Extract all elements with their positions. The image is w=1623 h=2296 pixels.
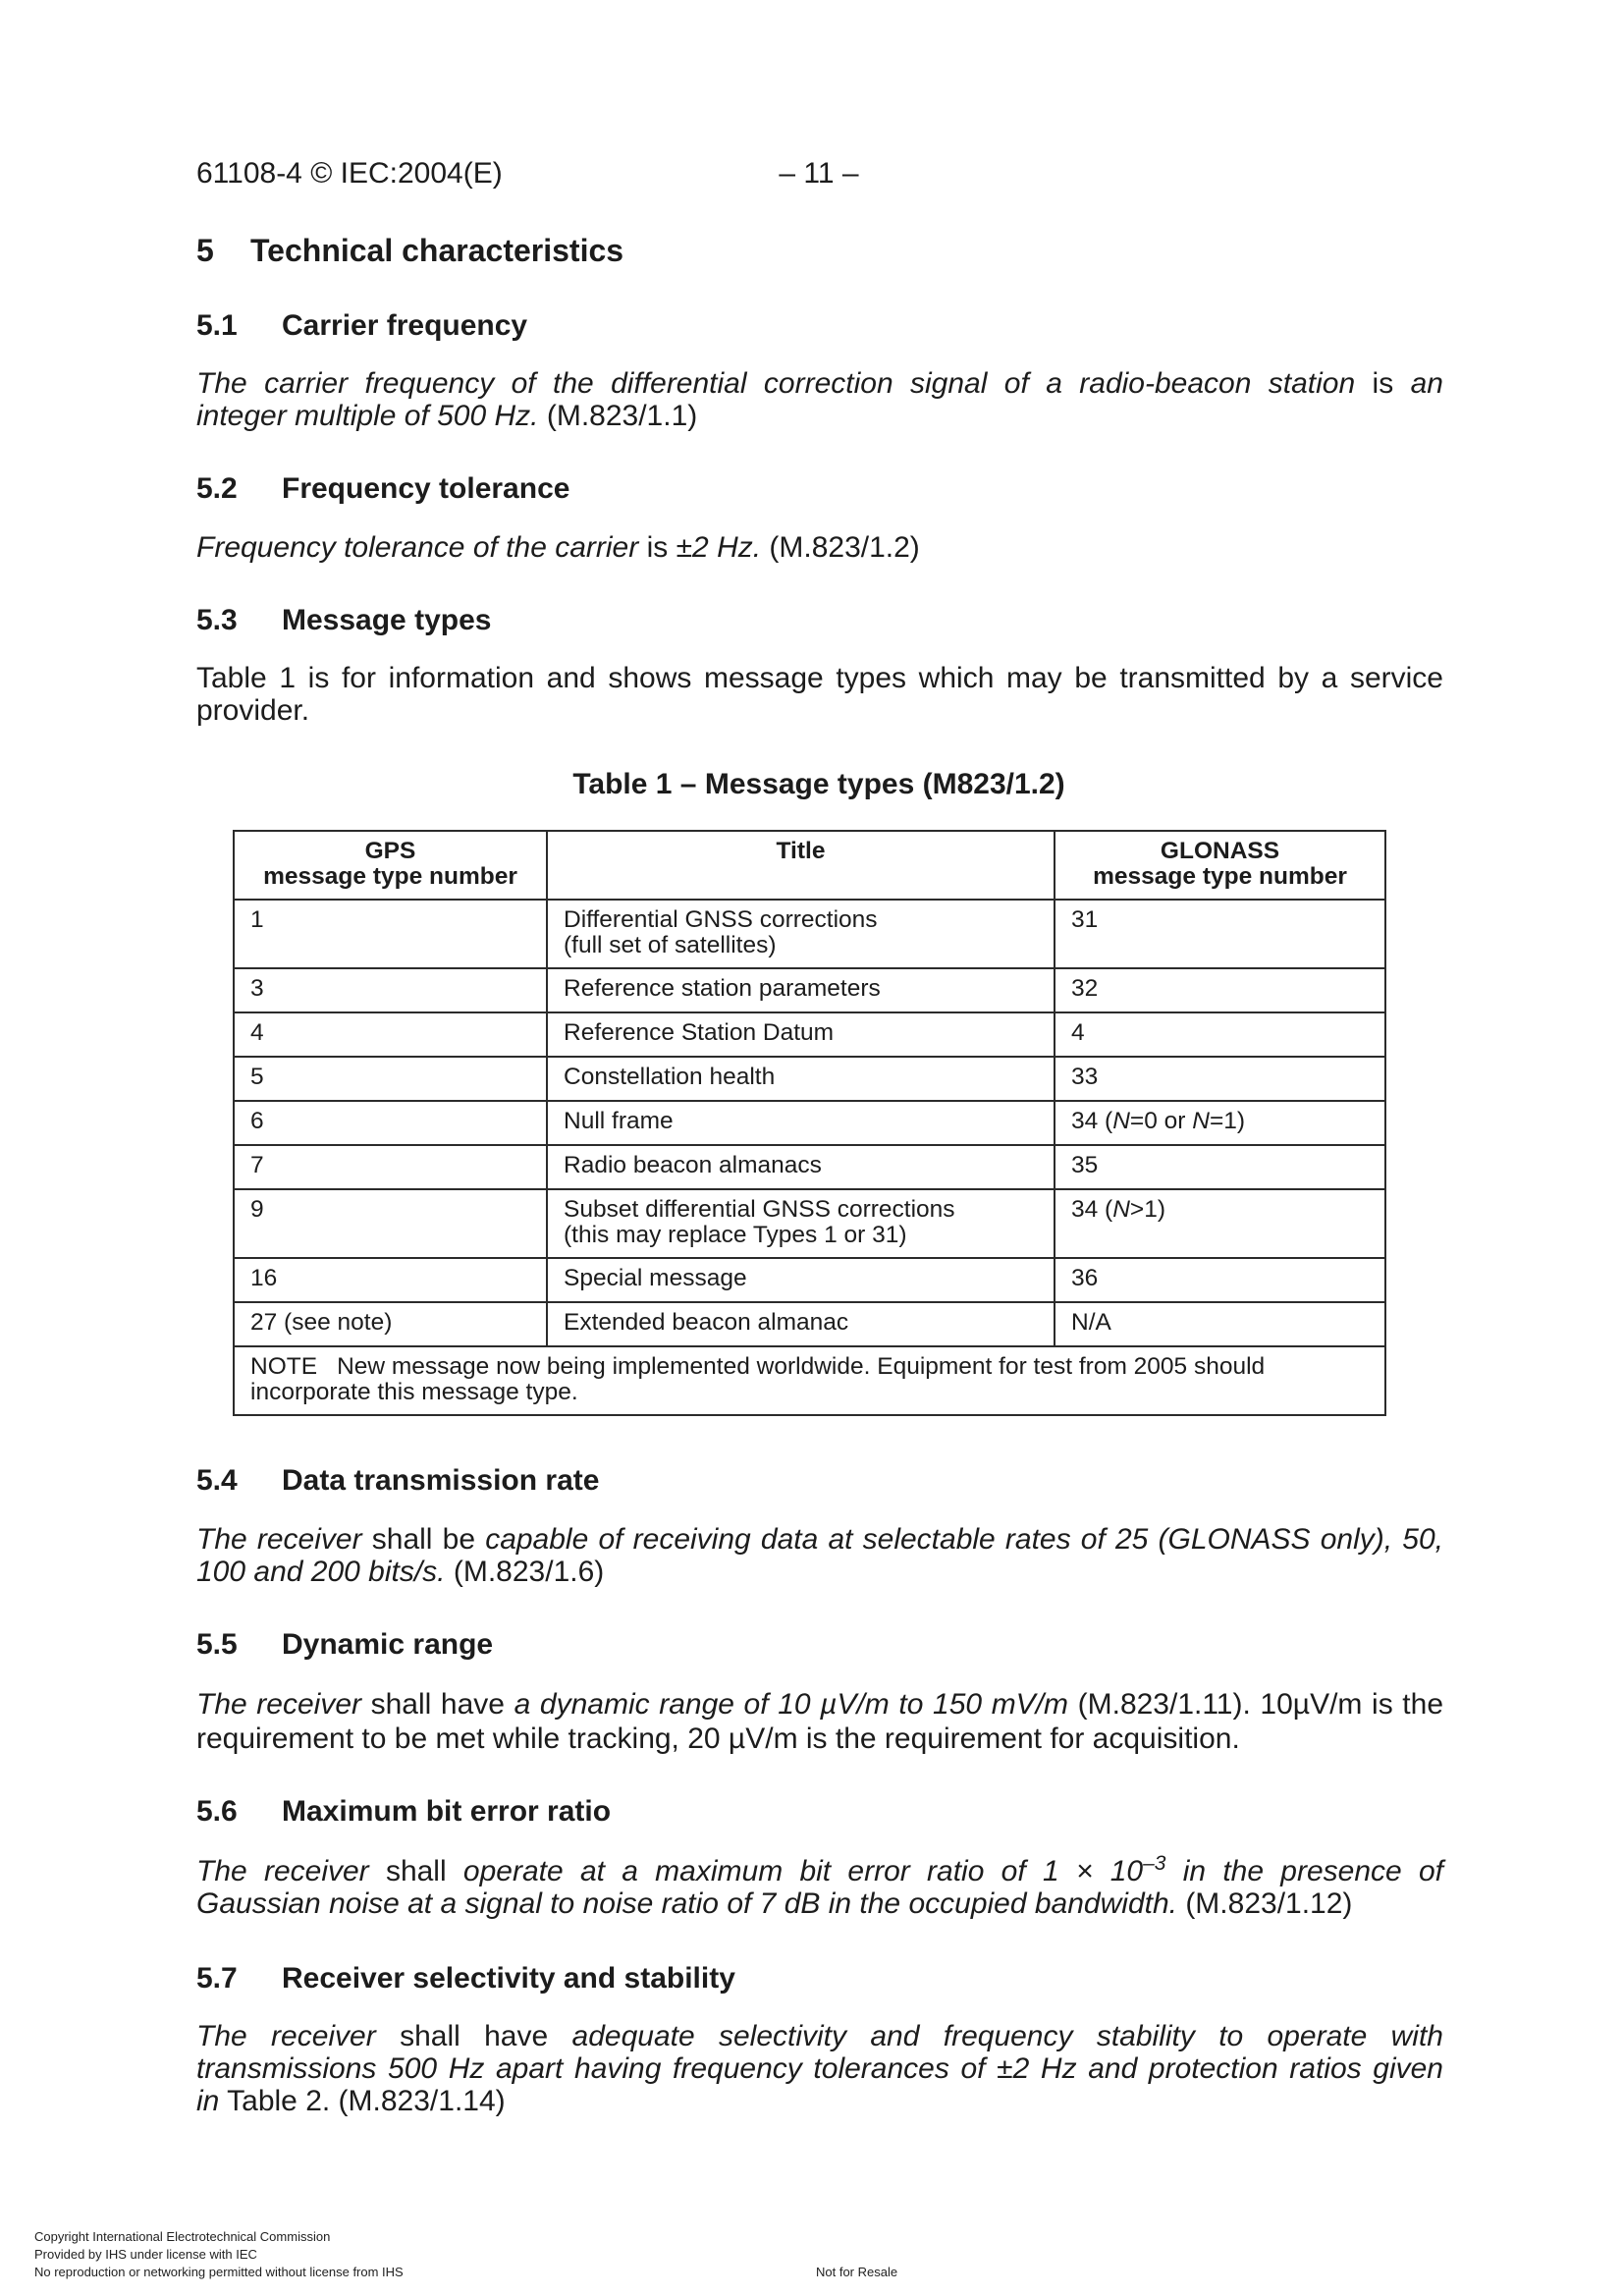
header-line: message type number	[1093, 863, 1347, 890]
paragraph-line	[196, 2020, 1443, 2052]
text-run: The receiver	[196, 1855, 369, 1887]
text-run: in	[196, 2085, 220, 2117]
gps-type-cell	[234, 968, 547, 1012]
footer-license-line: Provided by IHS under license with IEC	[34, 2247, 257, 2262]
section-5-5-paragraph	[196, 1687, 1443, 1756]
title-cell	[547, 1101, 1055, 1145]
glonass-column-header	[1055, 831, 1385, 900]
gps-type-number: 4	[250, 1019, 264, 1046]
section-number: 5.7	[196, 1962, 238, 1995]
message-title: Special message	[564, 1265, 747, 1291]
header-line: message type number	[263, 863, 517, 890]
header-line: GPS	[364, 838, 416, 864]
paragraph-line	[196, 1523, 1443, 1556]
section-5-7-heading	[0, 1962, 1623, 1995]
paragraph-line	[196, 531, 1443, 564]
section-5-heading	[0, 233, 1623, 268]
section-5-3-heading	[0, 604, 1623, 636]
text-run: Frequency tolerance of the carrier	[196, 531, 639, 564]
section-title: Carrier frequency	[282, 309, 528, 342]
title-cell	[547, 968, 1055, 1012]
gps-type-cell	[234, 1302, 547, 1346]
text-run: is	[1355, 367, 1411, 400]
text-run: shall be	[361, 1523, 486, 1556]
glonass-type-number: 35	[1071, 1152, 1099, 1178]
message-types-table	[233, 830, 1386, 1416]
paragraph-line	[196, 367, 1443, 400]
gps-type-number: 3	[250, 975, 264, 1002]
footer-reproduction-line: No reproduction or networking permitted without license from IHS	[34, 2265, 404, 2279]
glonass-type-cell	[1055, 1258, 1385, 1302]
exponent: –3	[1143, 1852, 1166, 1875]
section-number: 5.4	[196, 1464, 238, 1497]
text-run: (M.823/1.6)	[445, 1556, 605, 1588]
glonass-type-number: N/A	[1071, 1309, 1111, 1336]
gps-type-number: 7	[250, 1152, 264, 1178]
paragraph-line	[196, 1887, 1443, 1920]
paragraph-line	[196, 1722, 1443, 1756]
message-title: Subset differential GNSS corrections	[564, 1196, 955, 1223]
title-cell	[547, 1302, 1055, 1346]
section-5-5-heading	[0, 1628, 1623, 1661]
title-cell	[547, 1258, 1055, 1302]
title-column-header	[547, 831, 1055, 900]
footer-not-for-resale: Not for Resale	[816, 2265, 898, 2279]
footer-copyright-line: Copyright International Electrotechnical Commission	[34, 2229, 331, 2244]
section-number: 5.1	[196, 309, 238, 342]
title-cell	[547, 1189, 1055, 1258]
title-cell	[547, 900, 1055, 968]
section-5-6-heading	[0, 1795, 1623, 1828]
glonass-text-run: =1)	[1209, 1108, 1246, 1134]
glonass-text-run: N	[1192, 1108, 1210, 1134]
table-row	[234, 968, 1385, 1012]
section-title: Maximum bit error ratio	[282, 1795, 612, 1828]
table-row	[234, 1145, 1385, 1189]
glonass-type-cell	[1055, 1145, 1385, 1189]
gps-type-cell	[234, 1101, 547, 1145]
glonass-type-cell	[1055, 1101, 1385, 1145]
table-header-row	[234, 831, 1385, 900]
message-title: Constellation health	[564, 1064, 776, 1090]
section-5-2-paragraph	[196, 531, 1443, 564]
text-run: ±2 Hz.	[676, 531, 762, 564]
table-row	[234, 1012, 1385, 1057]
text-run: is	[638, 531, 676, 564]
gps-type-cell	[234, 1057, 547, 1101]
section-number: 5.3	[196, 604, 238, 636]
section-5-6-paragraph	[196, 1852, 1443, 1920]
note-label: NOTE	[250, 1353, 318, 1380]
section-number: 5	[196, 233, 214, 268]
message-title: (full set of satellites)	[564, 932, 777, 958]
text-run: 100 and 200 bits/s.	[196, 1556, 446, 1588]
title-cell	[547, 1057, 1055, 1101]
glonass-text-run: =0 or	[1129, 1108, 1193, 1134]
section-5-2-heading	[0, 472, 1623, 505]
text-run: integer multiple of 500 Hz.	[196, 400, 539, 432]
text-run: operate at a maximum bit error ratio of 1 × 10	[462, 1855, 1144, 1887]
header-line: GLONASS	[1160, 838, 1280, 864]
gps-type-number: 27 (see note)	[250, 1309, 393, 1336]
section-5-4-paragraph	[196, 1523, 1443, 1588]
paragraph-line	[196, 1852, 1443, 1887]
glonass-type-number: 32	[1071, 975, 1099, 1002]
section-5-1-paragraph	[196, 367, 1443, 432]
section-5-7-paragraph	[196, 2020, 1443, 2117]
text-run: an	[1410, 367, 1443, 400]
glonass-type-cell	[1055, 968, 1385, 1012]
message-title: Reference Station Datum	[564, 1019, 835, 1046]
table-note-cell	[234, 1346, 1385, 1415]
text-run: shall have	[375, 2020, 572, 2052]
page-number: – 11 –	[779, 157, 859, 190]
table-caption: Table 1 – Message types (M823/1.2)	[572, 768, 1065, 800]
section-title: Dynamic range	[282, 1628, 494, 1661]
glonass-type-number: 31	[1071, 906, 1099, 933]
text-run: (M.823/1.12)	[1176, 1887, 1353, 1920]
section-number: 5.2	[196, 472, 238, 505]
section-5-1-heading	[0, 309, 1623, 342]
glonass-text-run: 34 (	[1071, 1108, 1113, 1134]
text-run: (M.823/1.1)	[538, 400, 698, 432]
paragraph-line	[196, 2052, 1443, 2085]
glonass-type-number: 33	[1071, 1064, 1099, 1090]
text-run: provider.	[196, 694, 310, 727]
header-line: Title	[776, 838, 826, 864]
text-run: The receiver	[196, 1523, 362, 1556]
glonass-type-cell	[1055, 1057, 1385, 1101]
table-row	[234, 1101, 1385, 1145]
section-title: Data transmission rate	[282, 1464, 600, 1497]
glonass-text-run: N	[1112, 1108, 1130, 1134]
message-title: Extended beacon almanac	[564, 1309, 849, 1336]
paragraph-line	[196, 2085, 1443, 2117]
title-cell	[547, 1145, 1055, 1189]
text-run: Gaussian noise at a signal to noise ratio of 7 dB in the occupied bandwidth.	[196, 1887, 1177, 1920]
text-run: capable of receiving data at selectable rates of 25 (GLONASS only), 50,	[485, 1523, 1443, 1556]
glonass-type-cell	[1055, 1189, 1385, 1258]
section-5-4-heading	[0, 1464, 1623, 1497]
message-title: Reference station parameters	[564, 975, 881, 1002]
paragraph-line	[196, 1687, 1443, 1722]
table-row	[234, 1258, 1385, 1302]
text-run: requirement to be met while tracking, 20 µV/m is the requirement for acquisition.	[196, 1722, 1240, 1755]
gps-type-number: 16	[250, 1265, 278, 1291]
table-note-row	[234, 1346, 1385, 1415]
text-run: The carrier frequency of the differential correction signal of a radio-beacon station	[196, 367, 1356, 400]
table-body	[234, 900, 1385, 1415]
table-row	[234, 1189, 1385, 1258]
text-run: adequate selectivity and frequency stability to operate with	[571, 2020, 1443, 2052]
gps-column-header	[234, 831, 547, 900]
message-title: Null frame	[564, 1108, 674, 1134]
title-cell	[547, 1012, 1055, 1057]
glonass-type-cell	[1055, 900, 1385, 968]
table-row	[234, 1302, 1385, 1346]
text-run: Table 2. (M.823/1.14)	[219, 2085, 506, 2117]
message-title: (this may replace Types 1 or 31)	[564, 1222, 907, 1248]
message-title: Differential GNSS corrections	[564, 906, 878, 933]
glonass-type-number: 4	[1071, 1019, 1085, 1046]
text-run: a dynamic range of 10 µV/m to 150 mV/m	[514, 1688, 1069, 1721]
table-header	[234, 831, 1385, 900]
glonass-type-number: 36	[1071, 1265, 1099, 1291]
text-run: (M.823/1.2)	[761, 531, 920, 564]
glonass-type-cell	[1055, 1012, 1385, 1057]
paragraph-line	[196, 1556, 1443, 1588]
section-title: Receiver selectivity and stability	[282, 1962, 735, 1995]
document-reference: 61108-4 © IEC:2004(E)	[196, 157, 503, 190]
gps-type-cell	[234, 900, 547, 968]
section-5-3-paragraph	[196, 662, 1443, 727]
text-run: shall have	[361, 1688, 514, 1721]
gps-type-cell	[234, 1012, 547, 1057]
paragraph-line	[196, 694, 1443, 727]
section-title: Technical characteristics	[250, 233, 624, 268]
glonass-text-run: N	[1112, 1196, 1130, 1223]
glonass-text-run: >1)	[1129, 1196, 1166, 1223]
text-run: The receiver	[196, 2020, 376, 2052]
message-title: Radio beacon almanacs	[564, 1152, 822, 1178]
paragraph-line	[196, 400, 1443, 432]
note-text: New message now being implemented worldwide. Equipment for test from 2005 should incorporate this message type.	[250, 1353, 1266, 1405]
table-row	[234, 1057, 1385, 1101]
paragraph-line	[196, 662, 1443, 694]
section-title: Message types	[282, 604, 492, 636]
text-run: transmissions 500 Hz apart having frequency tolerances of ±2 Hz and protection ratios given	[196, 2052, 1443, 2085]
text-run: shall	[368, 1855, 463, 1887]
glonass-text-run: 34 (	[1071, 1196, 1113, 1223]
text-run: in the presence of	[1165, 1855, 1443, 1887]
text-run: The receiver	[196, 1688, 362, 1721]
text-run: Table 1 is for information and shows message types which may be transmitted by a service	[196, 662, 1443, 694]
gps-type-cell	[234, 1189, 547, 1258]
table-row	[234, 900, 1385, 968]
section-number: 5.5	[196, 1628, 238, 1661]
section-title: Frequency tolerance	[282, 472, 570, 505]
gps-type-number: 5	[250, 1064, 264, 1090]
text-run: (M.823/1.11). 10µV/m is the	[1068, 1688, 1444, 1721]
section-number: 5.6	[196, 1795, 238, 1828]
glonass-type-cell	[1055, 1302, 1385, 1346]
gps-type-number: 6	[250, 1108, 264, 1134]
gps-type-cell	[234, 1145, 547, 1189]
gps-type-number: 9	[250, 1196, 264, 1223]
gps-type-cell	[234, 1258, 547, 1302]
gps-type-number: 1	[250, 906, 264, 933]
